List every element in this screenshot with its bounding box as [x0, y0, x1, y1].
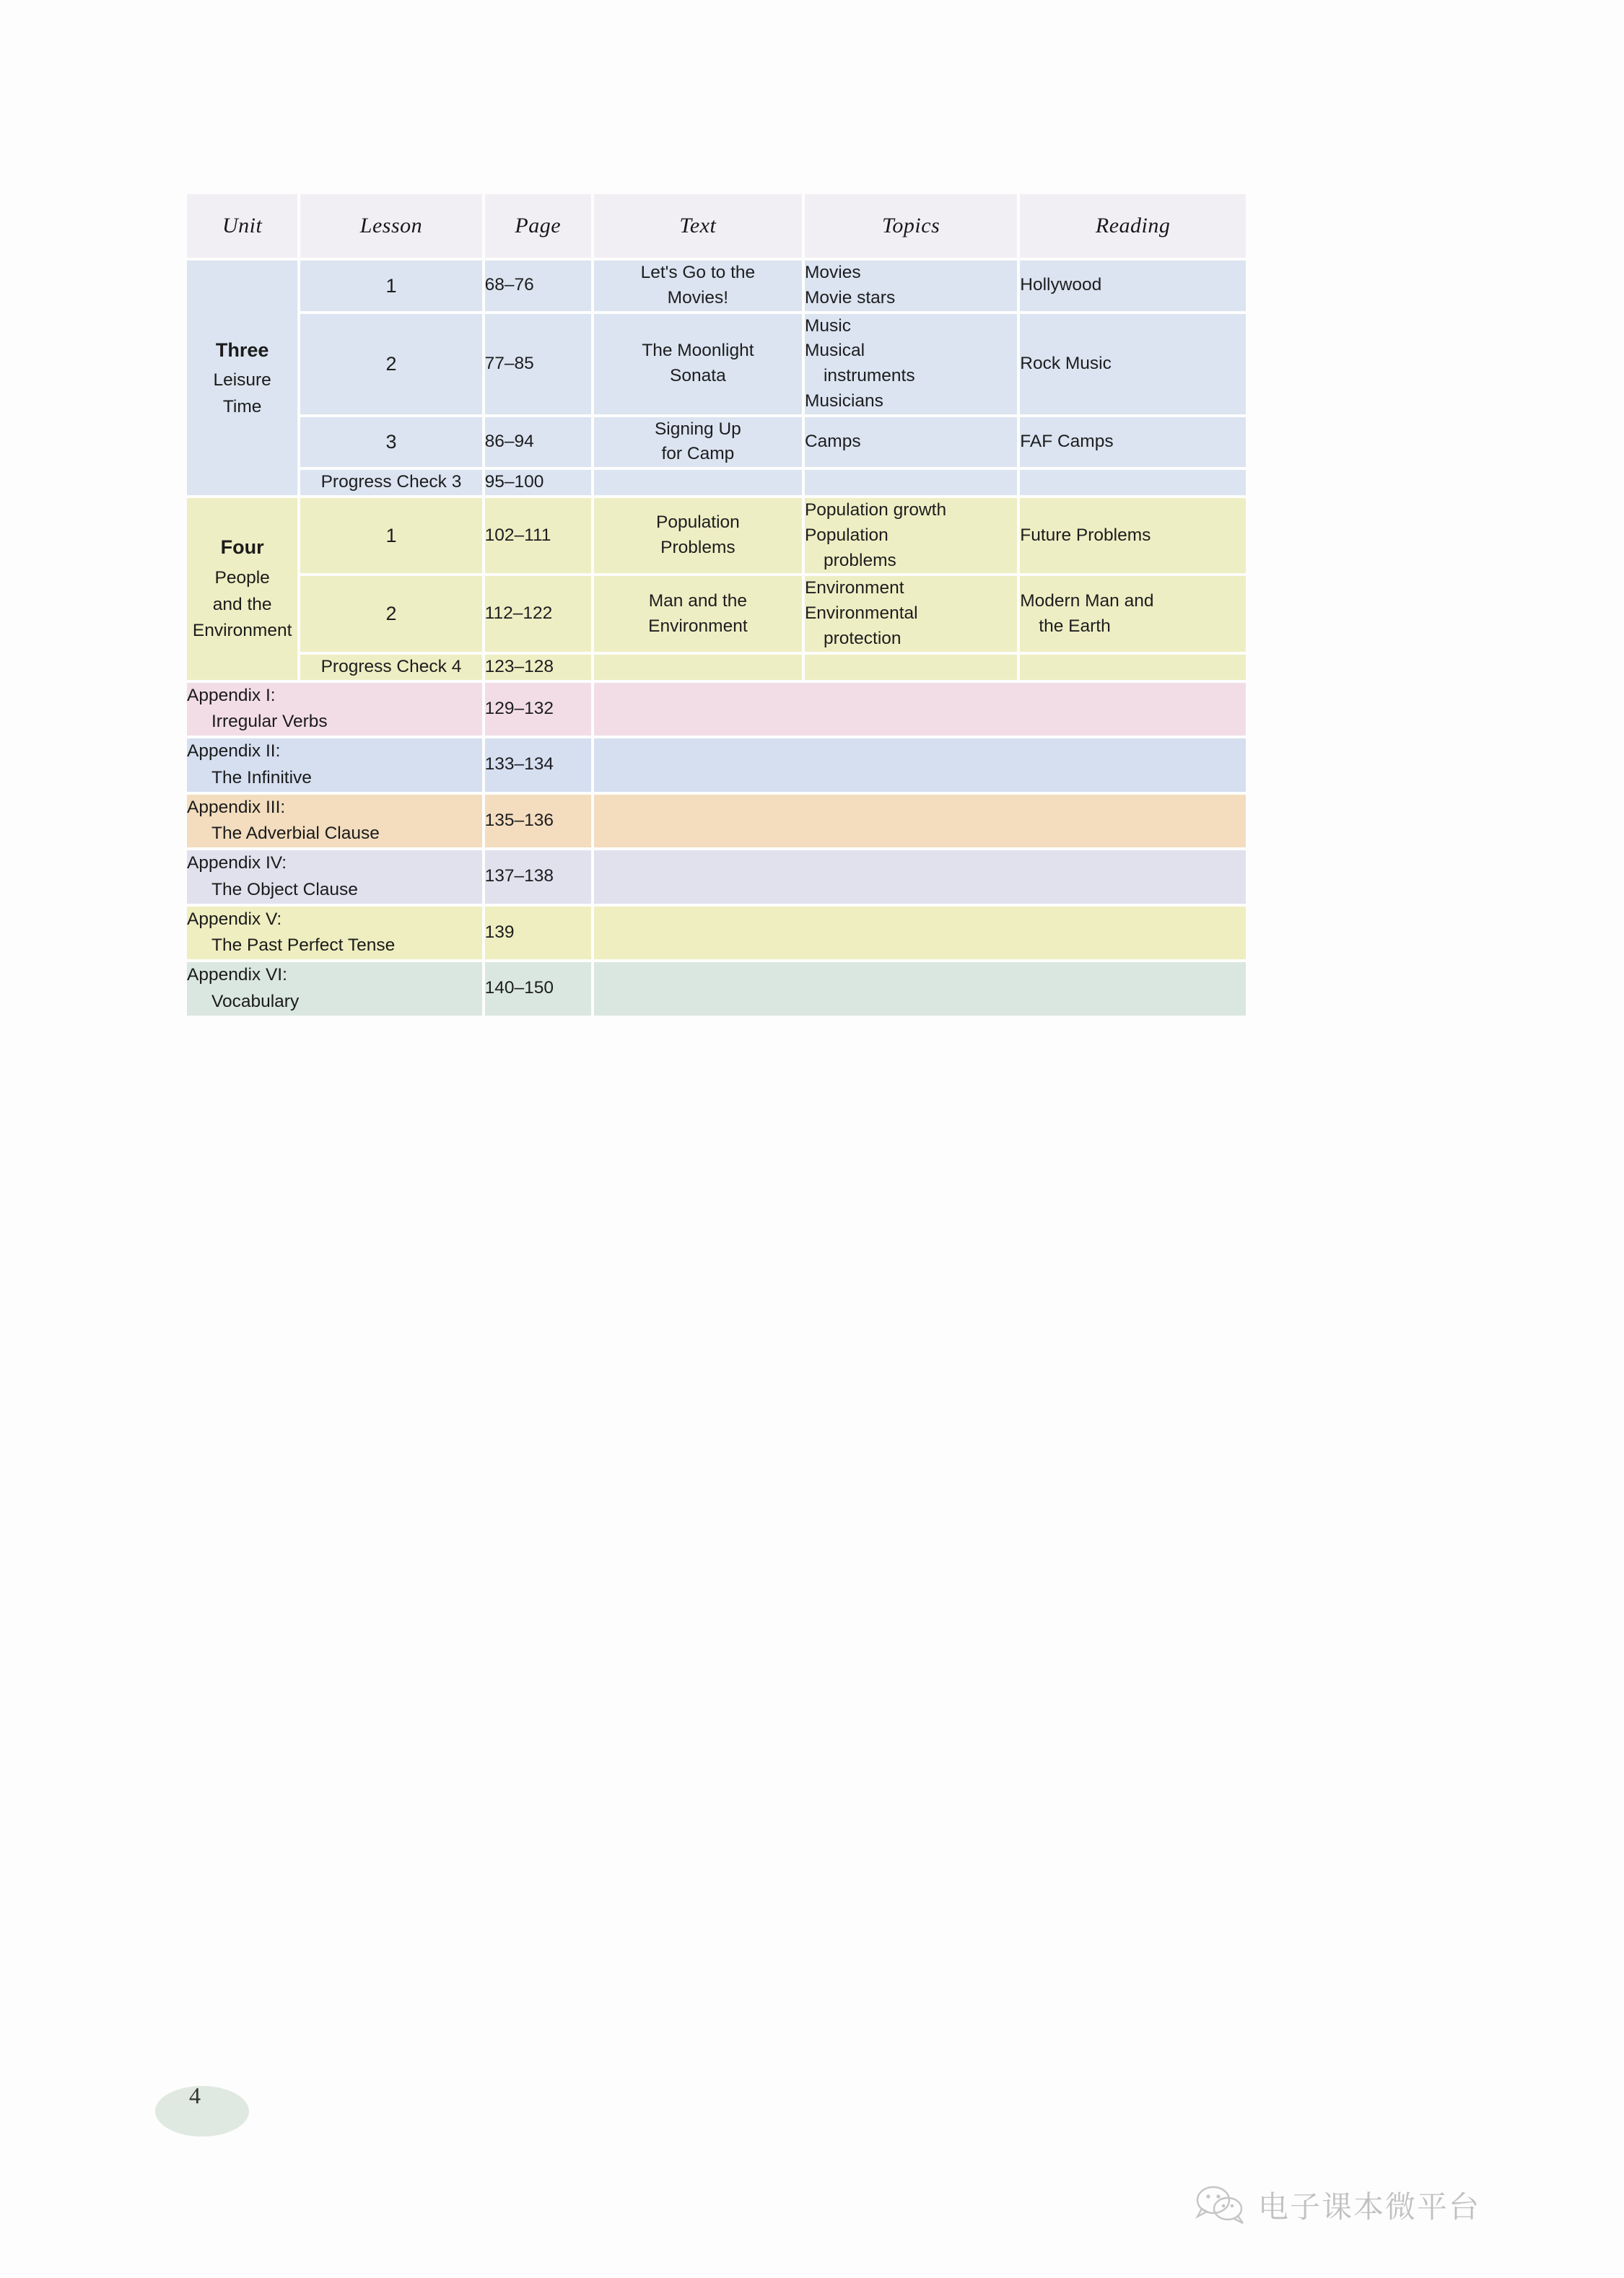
- lesson-number: 3: [300, 417, 481, 468]
- topic-line: Movie stars: [804, 287, 896, 307]
- text-title-line: The Moonlight: [642, 341, 754, 361]
- reading-line: Hollywood: [1020, 275, 1102, 295]
- reading-title: [1020, 576, 1246, 651]
- text-title: [594, 314, 802, 414]
- progress-check-page: 123–128: [485, 655, 591, 680]
- table-row-appendix: [187, 907, 1246, 960]
- appendix-subtitle: The Infinitive: [211, 767, 312, 787]
- table-row-progress-check: [187, 470, 1246, 495]
- watermark: [1195, 2183, 1480, 2227]
- text-title-line: Population: [655, 512, 740, 533]
- table-row: [187, 314, 1246, 414]
- column-header-topics: Topics: [805, 194, 1017, 258]
- progress-check-page: 95–100: [485, 470, 591, 495]
- unit-subtitle-line: Time: [222, 396, 262, 416]
- text-title: [594, 417, 802, 468]
- appendix-title-block: [187, 795, 482, 848]
- topics-list: [805, 417, 1017, 468]
- text-title-line: Sonata: [670, 366, 726, 386]
- table-row-appendix: [187, 795, 1246, 848]
- lesson-number: 2: [300, 576, 481, 651]
- table-row: [187, 576, 1246, 651]
- table-row-appendix: [187, 962, 1246, 1016]
- appendix-subtitle: The Adverbial Clause: [211, 824, 380, 844]
- reading-title: [1020, 261, 1246, 311]
- appendix-empty-cell: [594, 850, 1246, 904]
- table-row-appendix: [187, 738, 1246, 792]
- column-header-page: Page: [485, 194, 591, 258]
- unit-subtitle-line: and the: [212, 594, 272, 614]
- appendix-title-block: [187, 850, 482, 904]
- column-header-reading: Reading: [1020, 194, 1246, 258]
- text-title-line: Man and the: [648, 590, 747, 611]
- page-range: 112–122: [485, 576, 591, 651]
- text-title-line: for Camp: [661, 444, 735, 464]
- page-range: 68–76: [485, 261, 591, 311]
- topics-list: [805, 576, 1017, 651]
- appendix-subtitle: Vocabulary: [211, 991, 300, 1011]
- empty-cell: [1020, 655, 1246, 680]
- topic-line: Population: [804, 525, 889, 545]
- column-header-lesson: Lesson: [300, 194, 481, 258]
- empty-cell: [594, 470, 802, 495]
- appendix-title: Appendix I:: [187, 685, 276, 705]
- appendix-title: Appendix II:: [187, 741, 281, 761]
- page-number: 4: [189, 2082, 201, 2108]
- unit-subtitle: [187, 367, 297, 421]
- unit-name: Three: [215, 339, 269, 361]
- appendix-title: Appendix V:: [187, 909, 282, 929]
- lesson-number: 1: [300, 498, 481, 573]
- unit-subtitle-line: Leisure: [213, 370, 271, 390]
- text-title-line: Environment: [648, 616, 748, 636]
- unit-subtitle: [187, 565, 297, 645]
- page-range: 86–94: [485, 417, 591, 468]
- page-number-badge: [155, 2086, 249, 2137]
- appendix-page: 135–136: [485, 795, 591, 848]
- appendix-subtitle: The Past Perfect Tense: [211, 935, 396, 956]
- empty-cell: [805, 655, 1017, 680]
- text-title-line: Let's Go to the: [640, 263, 756, 282]
- unit-subtitle-line: Environment: [192, 621, 292, 641]
- appendix-empty-cell: [594, 738, 1246, 792]
- topic-line: Environment: [804, 578, 904, 598]
- table-row-appendix: [187, 850, 1246, 904]
- appendix-title: Appendix III:: [187, 797, 286, 817]
- table-row: [187, 261, 1246, 311]
- unit-subtitle-line: People: [214, 567, 270, 588]
- appendix-empty-cell: [594, 962, 1246, 1016]
- table-of-contents: [184, 191, 1249, 1018]
- wechat-bubbles-icon: [1195, 2183, 1247, 2227]
- empty-cell: [594, 655, 802, 680]
- topics-list: [805, 261, 1017, 311]
- table-row-appendix: [187, 683, 1246, 736]
- appendix-title-block: [187, 907, 482, 960]
- text-title: [594, 576, 802, 651]
- text-title-line: Movies!: [667, 287, 729, 307]
- topic-line: Environmental: [804, 603, 918, 624]
- reading-line: the Earth: [1039, 616, 1111, 636]
- appendix-title-block: [187, 738, 482, 792]
- appendix-empty-cell: [594, 907, 1246, 960]
- appendix-empty-cell: [594, 795, 1246, 848]
- text-title: [594, 261, 802, 311]
- reading-title: [1020, 314, 1246, 414]
- table-row: [187, 498, 1246, 573]
- unit-block: [187, 498, 297, 679]
- topics-list: [805, 314, 1017, 414]
- progress-check-label: Progress Check 4: [300, 655, 481, 680]
- empty-cell: [805, 470, 1017, 495]
- text-title: [594, 498, 802, 573]
- appendix-page: 140–150: [485, 962, 591, 1016]
- table-row: [187, 417, 1246, 468]
- table-header-row: [187, 194, 1246, 258]
- unit-block: [187, 261, 297, 495]
- text-title-line: Problems: [660, 538, 735, 558]
- reading-line: Rock Music: [1020, 353, 1112, 373]
- column-header-text: Text: [594, 194, 802, 258]
- watermark-label: 电子课本微平台: [1258, 2190, 1481, 2224]
- topic-line: problems: [823, 550, 896, 570]
- lesson-number: 1: [300, 261, 481, 311]
- topic-line: Camps: [804, 432, 861, 452]
- progress-check-label: Progress Check 3: [300, 470, 481, 495]
- lesson-number: 2: [300, 314, 481, 414]
- appendix-page: 129–132: [485, 683, 591, 736]
- table-row-progress-check: [187, 655, 1246, 680]
- topic-line: Musicians: [804, 390, 883, 411]
- topic-line: Music: [804, 315, 851, 336]
- reading-line: Future Problems: [1020, 525, 1151, 545]
- topic-line: instruments: [823, 366, 915, 386]
- topics-list: [805, 498, 1017, 573]
- topic-line: protection: [823, 628, 902, 648]
- appendix-subtitle: The Object Clause: [211, 879, 358, 899]
- appendix-empty-cell: [594, 683, 1246, 736]
- reading-title: [1020, 417, 1246, 468]
- empty-cell: [1020, 470, 1246, 495]
- appendix-title: Appendix IV:: [187, 853, 287, 873]
- reading-title: [1020, 498, 1246, 573]
- unit-name: Four: [220, 536, 264, 559]
- table-body: [187, 261, 1246, 1016]
- appendix-title: Appendix VI:: [187, 965, 287, 985]
- reading-line: FAF Camps: [1020, 432, 1114, 452]
- appendix-subtitle: Irregular Verbs: [211, 712, 328, 732]
- page-range: 102–111: [485, 498, 591, 573]
- text-title-line: Signing Up: [654, 419, 741, 439]
- topic-line: Population growth: [804, 500, 947, 520]
- appendix-title-block: [187, 962, 482, 1016]
- appendix-page: 139: [485, 907, 591, 960]
- topic-line: Musical: [804, 341, 865, 361]
- column-header-unit: Unit: [187, 194, 297, 258]
- appendix-page: 137–138: [485, 850, 591, 904]
- appendix-page: 133–134: [485, 738, 591, 792]
- appendix-title-block: [187, 683, 482, 736]
- page-range: 77–85: [485, 314, 591, 414]
- reading-line: Modern Man and: [1020, 590, 1154, 611]
- topic-line: Movies: [804, 263, 861, 282]
